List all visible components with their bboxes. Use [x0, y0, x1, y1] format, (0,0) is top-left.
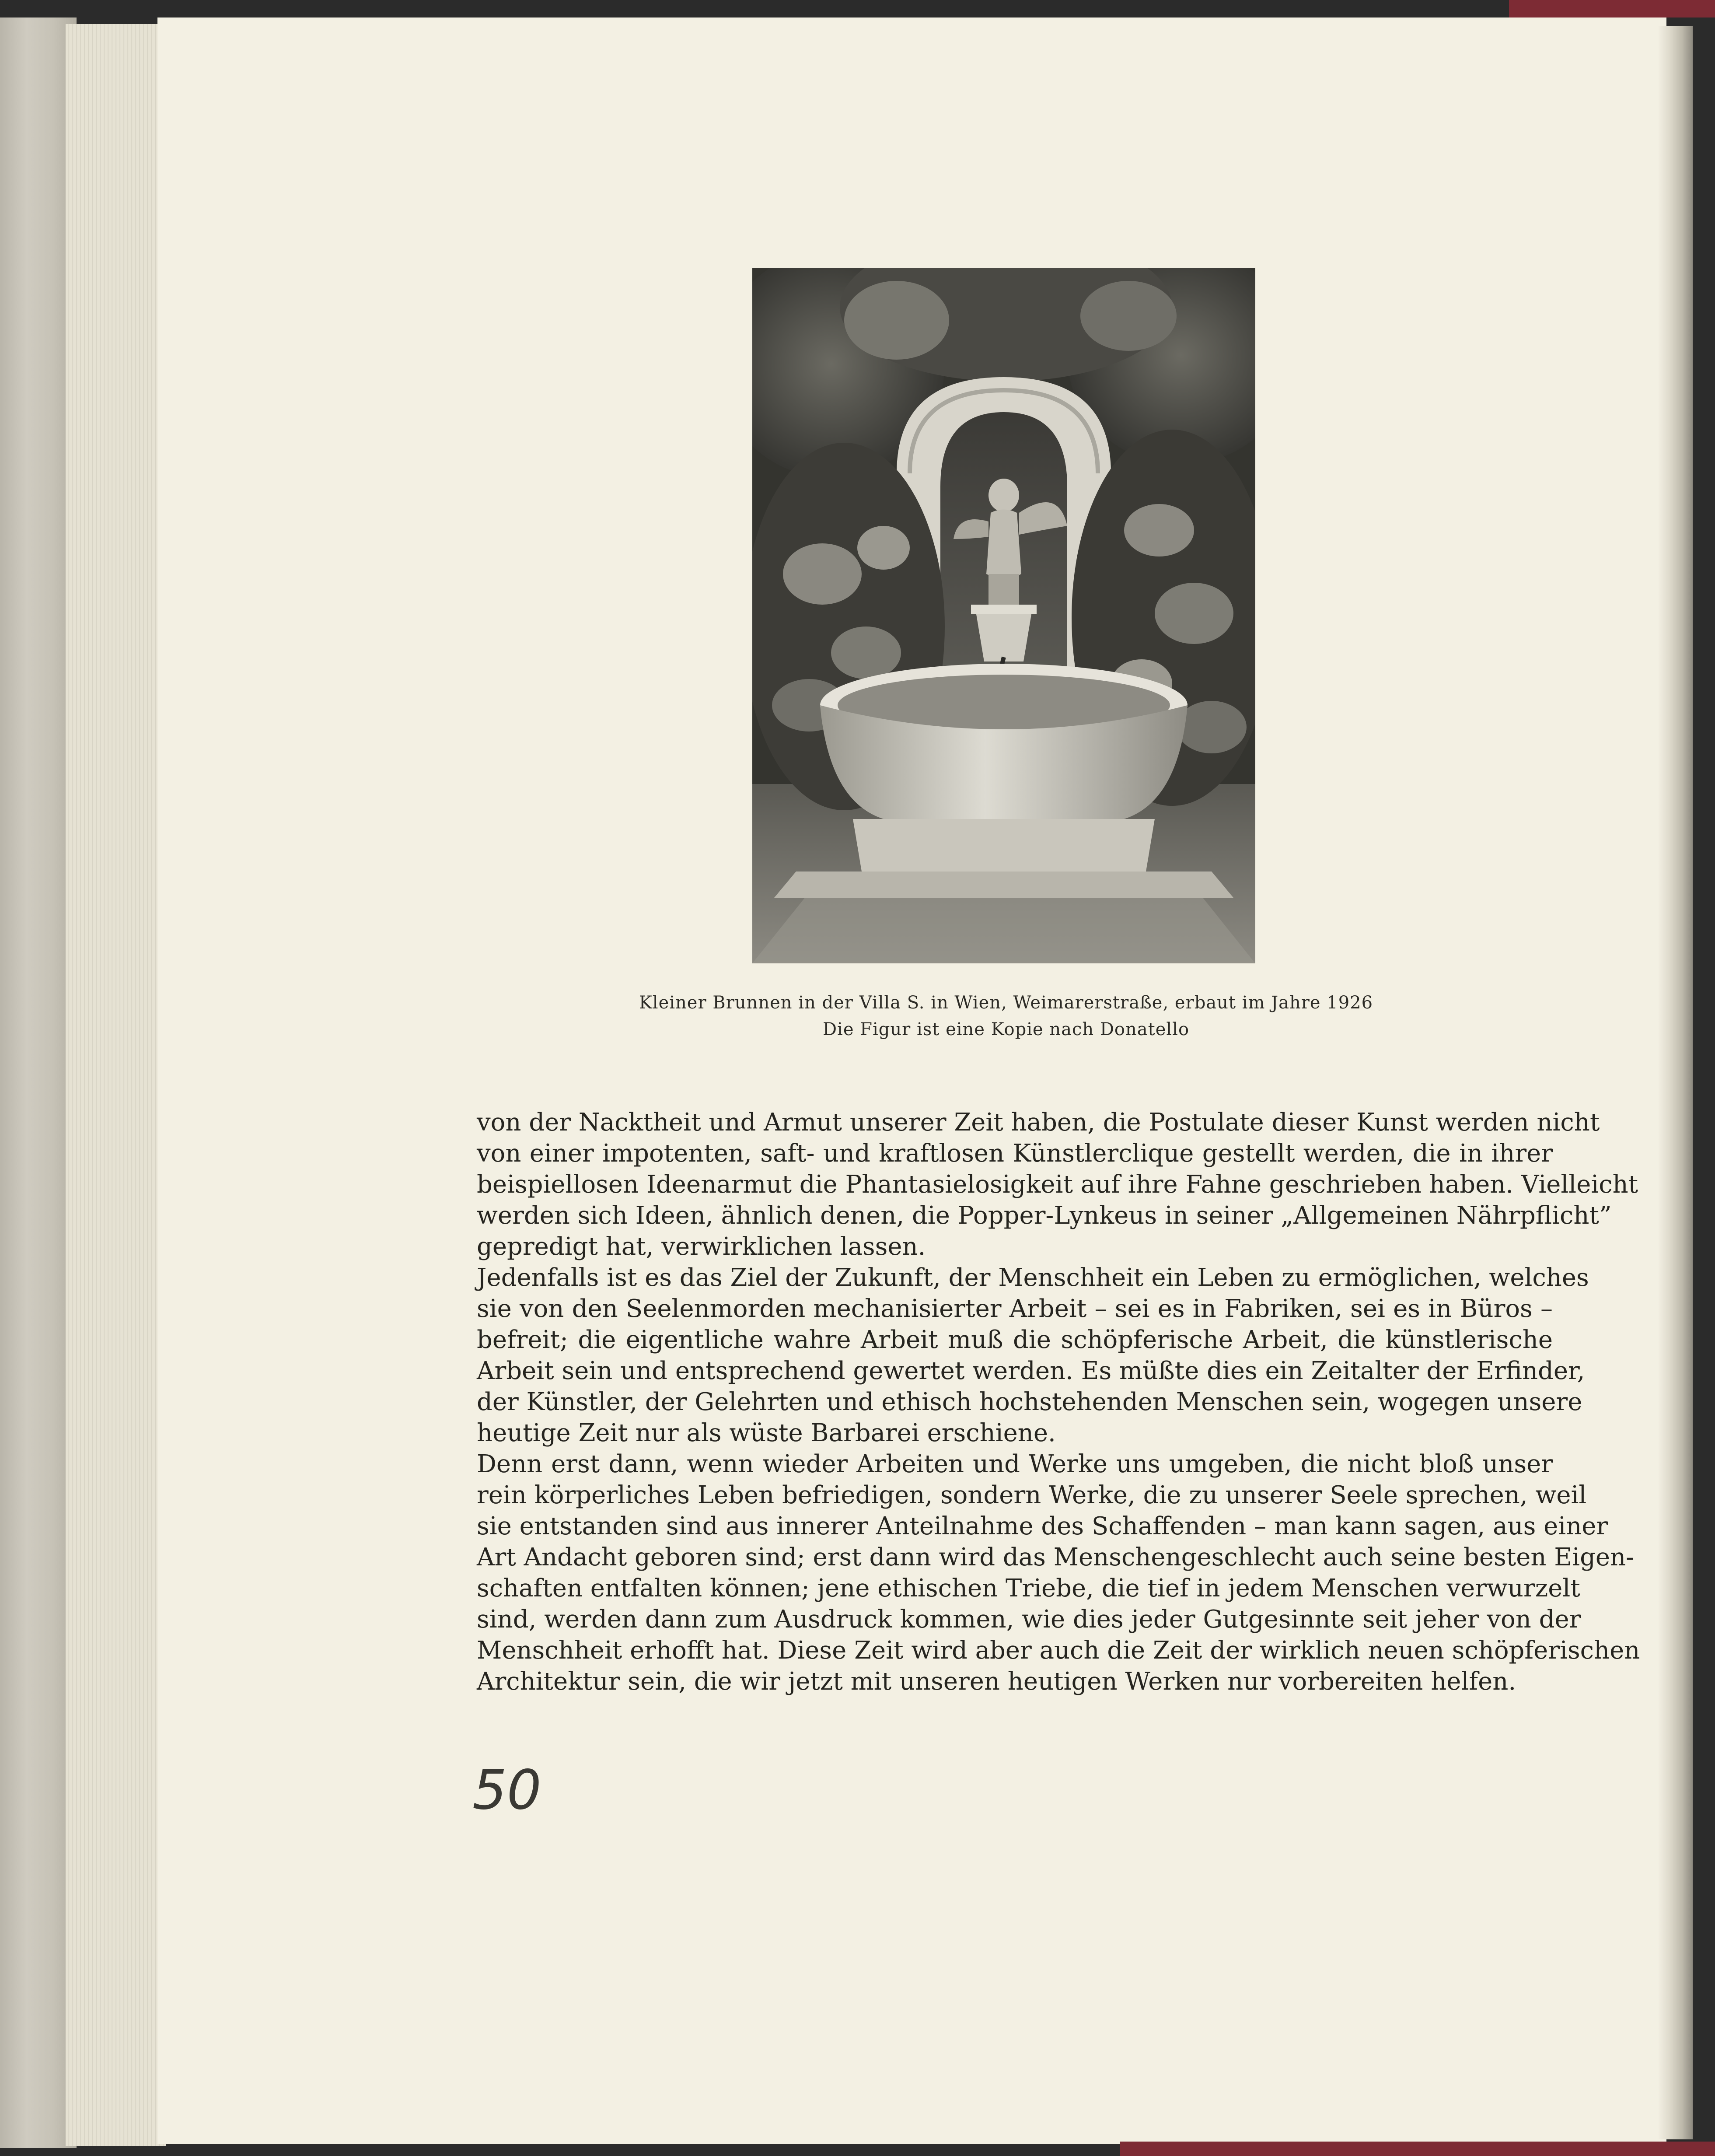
body-line: der Künstler, der Gelehrten und ethisch hochstehenden Menschen sein, wogegen unsere [477, 1388, 1582, 1416]
body-line: befreit; die eigentliche wahre Arbeit muß die schöpferische Arbeit, die künstlerische [477, 1326, 1553, 1354]
body-line: schaften entfalten können; jene ethischen Triebe, die tief in jedem Menschen verwurzelt [477, 1574, 1580, 1603]
body-line: beispiellosen Ideenarmut die Phantasielosigkeit auf ihre Fahne geschrieben haben. Vielleicht [477, 1170, 1638, 1199]
body-line: von einer impotenten, saft- und kraftlosen Künstlerclique gestellt werden, die in ihrer [477, 1139, 1553, 1168]
body-line: sind, werden dann zum Ausdruck kommen, wie dies jeder Gutgesinnte seit jeher von der [477, 1605, 1581, 1634]
body-line: Menschheit erhofft hat. Diese Zeit wird aber auch die Zeit der wirklich neuen schöpferischen [477, 1636, 1640, 1665]
body-line: Architektur sein, die wir jetzt mit unseren heutigen Werken nur vorbereiten helfen. [477, 1667, 1516, 1696]
body-line: Art Andacht geboren sind; erst dann wird das Menschengeschlecht auch seine besten Eigen- [477, 1543, 1635, 1572]
body-line: sie von den Seelenmorden mechanisierter Arbeit – sei es in Fabriken, sei es in Büros – [477, 1295, 1553, 1323]
body-text [477, 1107, 1640, 1697]
body-line: von der Nacktheit und Armut unserer Zeit haben, die Postulate dieser Kunst werden nicht [477, 1108, 1600, 1137]
figure-caption-line-2: Die Figur ist eine Kopie nach Donatello [822, 1019, 1190, 1040]
body-line: gepredigt hat, verwirklichen lassen. [477, 1232, 926, 1261]
book-cover-edge-top [1509, 0, 1715, 18]
body-line: heutige Zeit nur als wüste Barbarei erschiene. [477, 1419, 1056, 1447]
page-number: 50 [472, 1759, 541, 1822]
body-line: werden sich Ideen, ähnlich denen, die Popper-Lynkeus in seiner „Allgemeinen Nährpflicht” [477, 1201, 1612, 1230]
body-line: Jedenfalls ist es das Ziel der Zukunft, der Menschheit ein Leben zu ermöglichen, welches [477, 1264, 1589, 1292]
book-cover-edge-bottom [1120, 2142, 1715, 2156]
body-line: Arbeit sein und entsprechend gewertet werden. Es müßte dies ein Zeitalter der Erfinder, [477, 1357, 1585, 1385]
fountain-photograph [752, 268, 1255, 963]
body-line: Denn erst dann, wenn wieder Arbeiten und Werke uns umgeben, die nicht bloß unser [477, 1450, 1553, 1478]
book-spine-cloth [0, 18, 77, 2148]
figure-caption-line-1: Kleiner Brunnen in der Villa S. in Wien, Weimarerstraße, erbaut im Jahre 1926 [639, 993, 1373, 1013]
body-line: rein körperliches Leben befriedigen, sondern Werke, die zu unserer Seele sprechen, weil [477, 1481, 1587, 1509]
page-stack-edges [66, 24, 166, 2146]
body-line: sie entstanden sind aus innerer Anteilnahme des Schaffenden – man kann sagen, aus einer [477, 1512, 1608, 1540]
right-page-gutter [1658, 26, 1693, 2139]
